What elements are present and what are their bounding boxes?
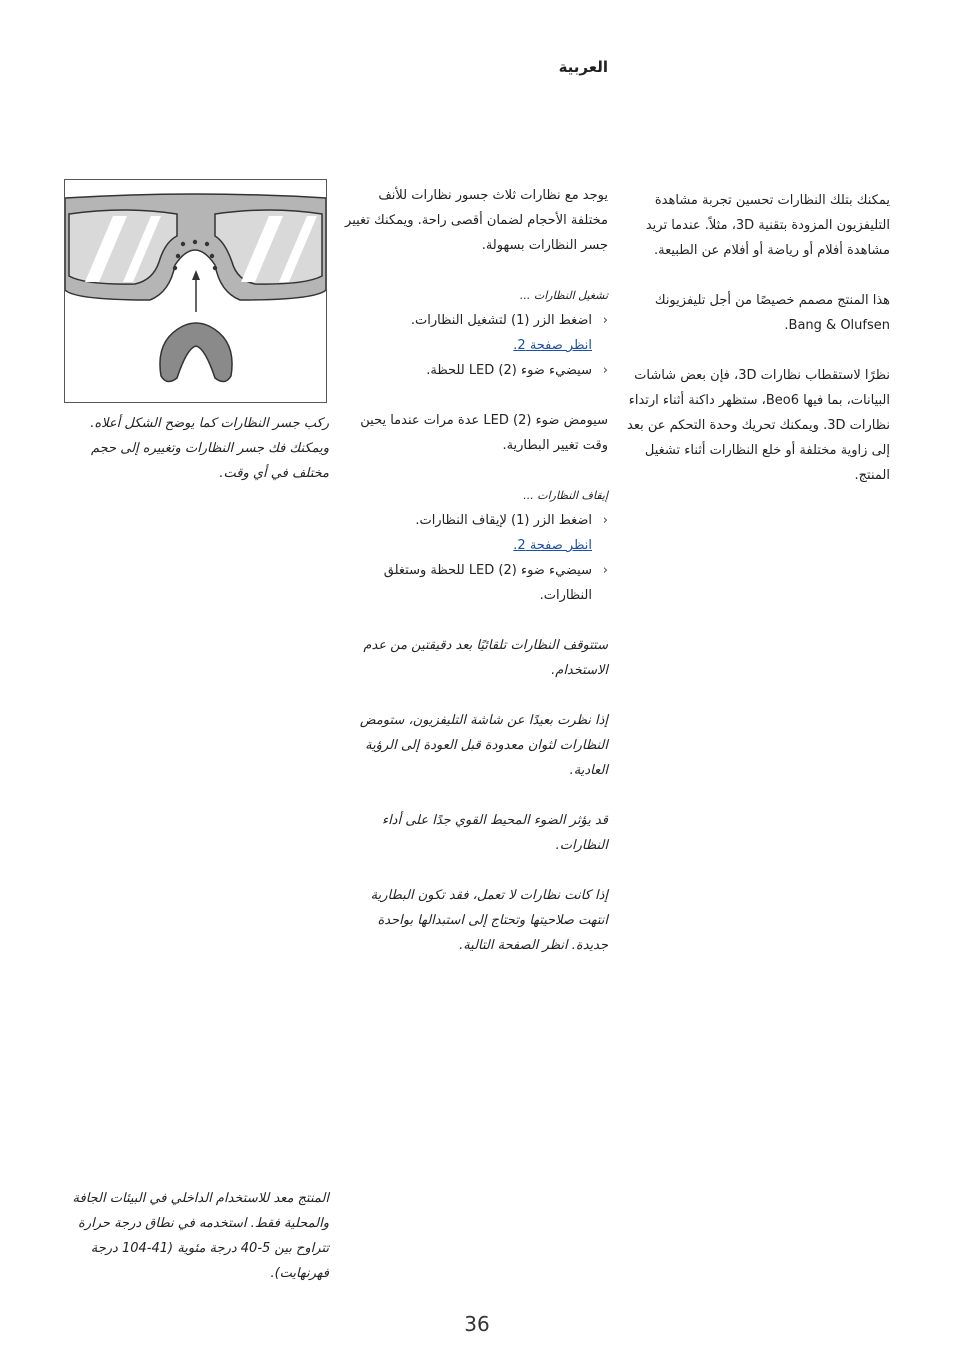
battery-note: إذا كانت نظارات لا تعمل، فقد تكون البطارية انتهت صلاحيتها وتحتاج إلى استبدالها بواحدة جديدة. انظر الصفحة التالية. (370, 888, 608, 953)
see-page-link-on[interactable]: انظر صفحة 2. (513, 338, 592, 353)
glasses-illustration (64, 179, 327, 403)
battery-blink-paragraph: سيومض ضوء LED (2) عدة مرات عندما يحين وقت تغيير البطارية. (360, 413, 608, 453)
look-away-note: إذا نظرت بعيدًا عن شاشة التليفزيون، ستومض النظارات لثوان معدودة قبل العودة إلى الرؤية العادية. (359, 713, 608, 778)
usage-environment-note: المنتج معد للاستخدام الداخلي في البيئات الجافة والمحلية فقط. استخدمه في نطاق درجة حرارة تتراوح بين 5-40 درجة مئوية (41-104 درجة فهرنهايت). (72, 1191, 329, 1281)
switch-off-step-2: ‹ سيضيء ضوء LED (2) للحظة وستغلق النظارات. (342, 558, 608, 608)
chevron-left-icon: ‹ (602, 313, 608, 328)
switch-on-step-2: ‹ سيضيء ضوء LED (2) للحظة. (342, 358, 608, 383)
product-paragraph: هذا المنتج مصمم خصيصًا من أجل تليفزيونك Bang & Olufsen. (654, 293, 890, 333)
chevron-left-icon: ‹ (602, 513, 608, 528)
glasses-nose-bridge-icon (65, 180, 326, 402)
page-heading: العربية (558, 58, 608, 76)
see-page-link-off[interactable]: انظر صفحة 2. (513, 538, 592, 553)
switch-off-heading: إيقاف النظارات ... (523, 489, 608, 502)
chevron-left-icon: ‹ (602, 363, 608, 378)
auto-off-note: ستتوقف النظارات تلقائيًا بعد دقيقتين من عدم الاستخدام. (363, 638, 608, 678)
figure-caption: ركب جسر النظارات كما يوضح الشكل أعلاه. ويمكنك فك جسر النظارات وتغييره إلى حجم مختلف في أي وقت. (90, 416, 329, 481)
polarization-paragraph: نظرًا لاستقطاب نظارات 3D، فإن بعض شاشات البيانات، بما فيها Beo6، ستظهر داكنة أثناء ارتداء نظارات 3D. ويمكنك تحريك وحدة التحكم عن بعد إلى زاوية مختلفة أو خلع النظارات أثناء تشغيل المنتج. (627, 368, 890, 483)
nose-bridge-paragraph: يوجد مع نظارات ثلاث جسور نظارات للأنف مختلفة الأحجام لضمان أقصى راحة. ويمكنك تغيير جسر النظارات بسهولة. (345, 188, 608, 253)
right-column (625, 188, 890, 488)
chevron-left-icon: ‹ (602, 563, 608, 578)
intro-paragraph: يمكنك بتلك النظارات تحسين تجربة مشاهدة التليفزيون المزودة بتقنية 3D، مثلاً. عندما تريد مشاهدة أفلام أو رياضة أو أفلام عن الطبيعة. (645, 193, 890, 258)
page-number: 36 (464, 1312, 490, 1336)
middle-column (342, 183, 608, 958)
ambient-light-note: قد يؤثر الضوء المحيط القوي جدًا على أداء النظارات. (381, 813, 608, 853)
switch-off-step-1: ‹ اضغط الزر (1) لإيقاف النظارات. (342, 508, 608, 533)
switch-on-step-1: ‹ اضغط الزر (1) لتشغيل النظارات. (342, 308, 608, 333)
switch-on-heading: تشغيل النظارات ... (519, 289, 608, 302)
